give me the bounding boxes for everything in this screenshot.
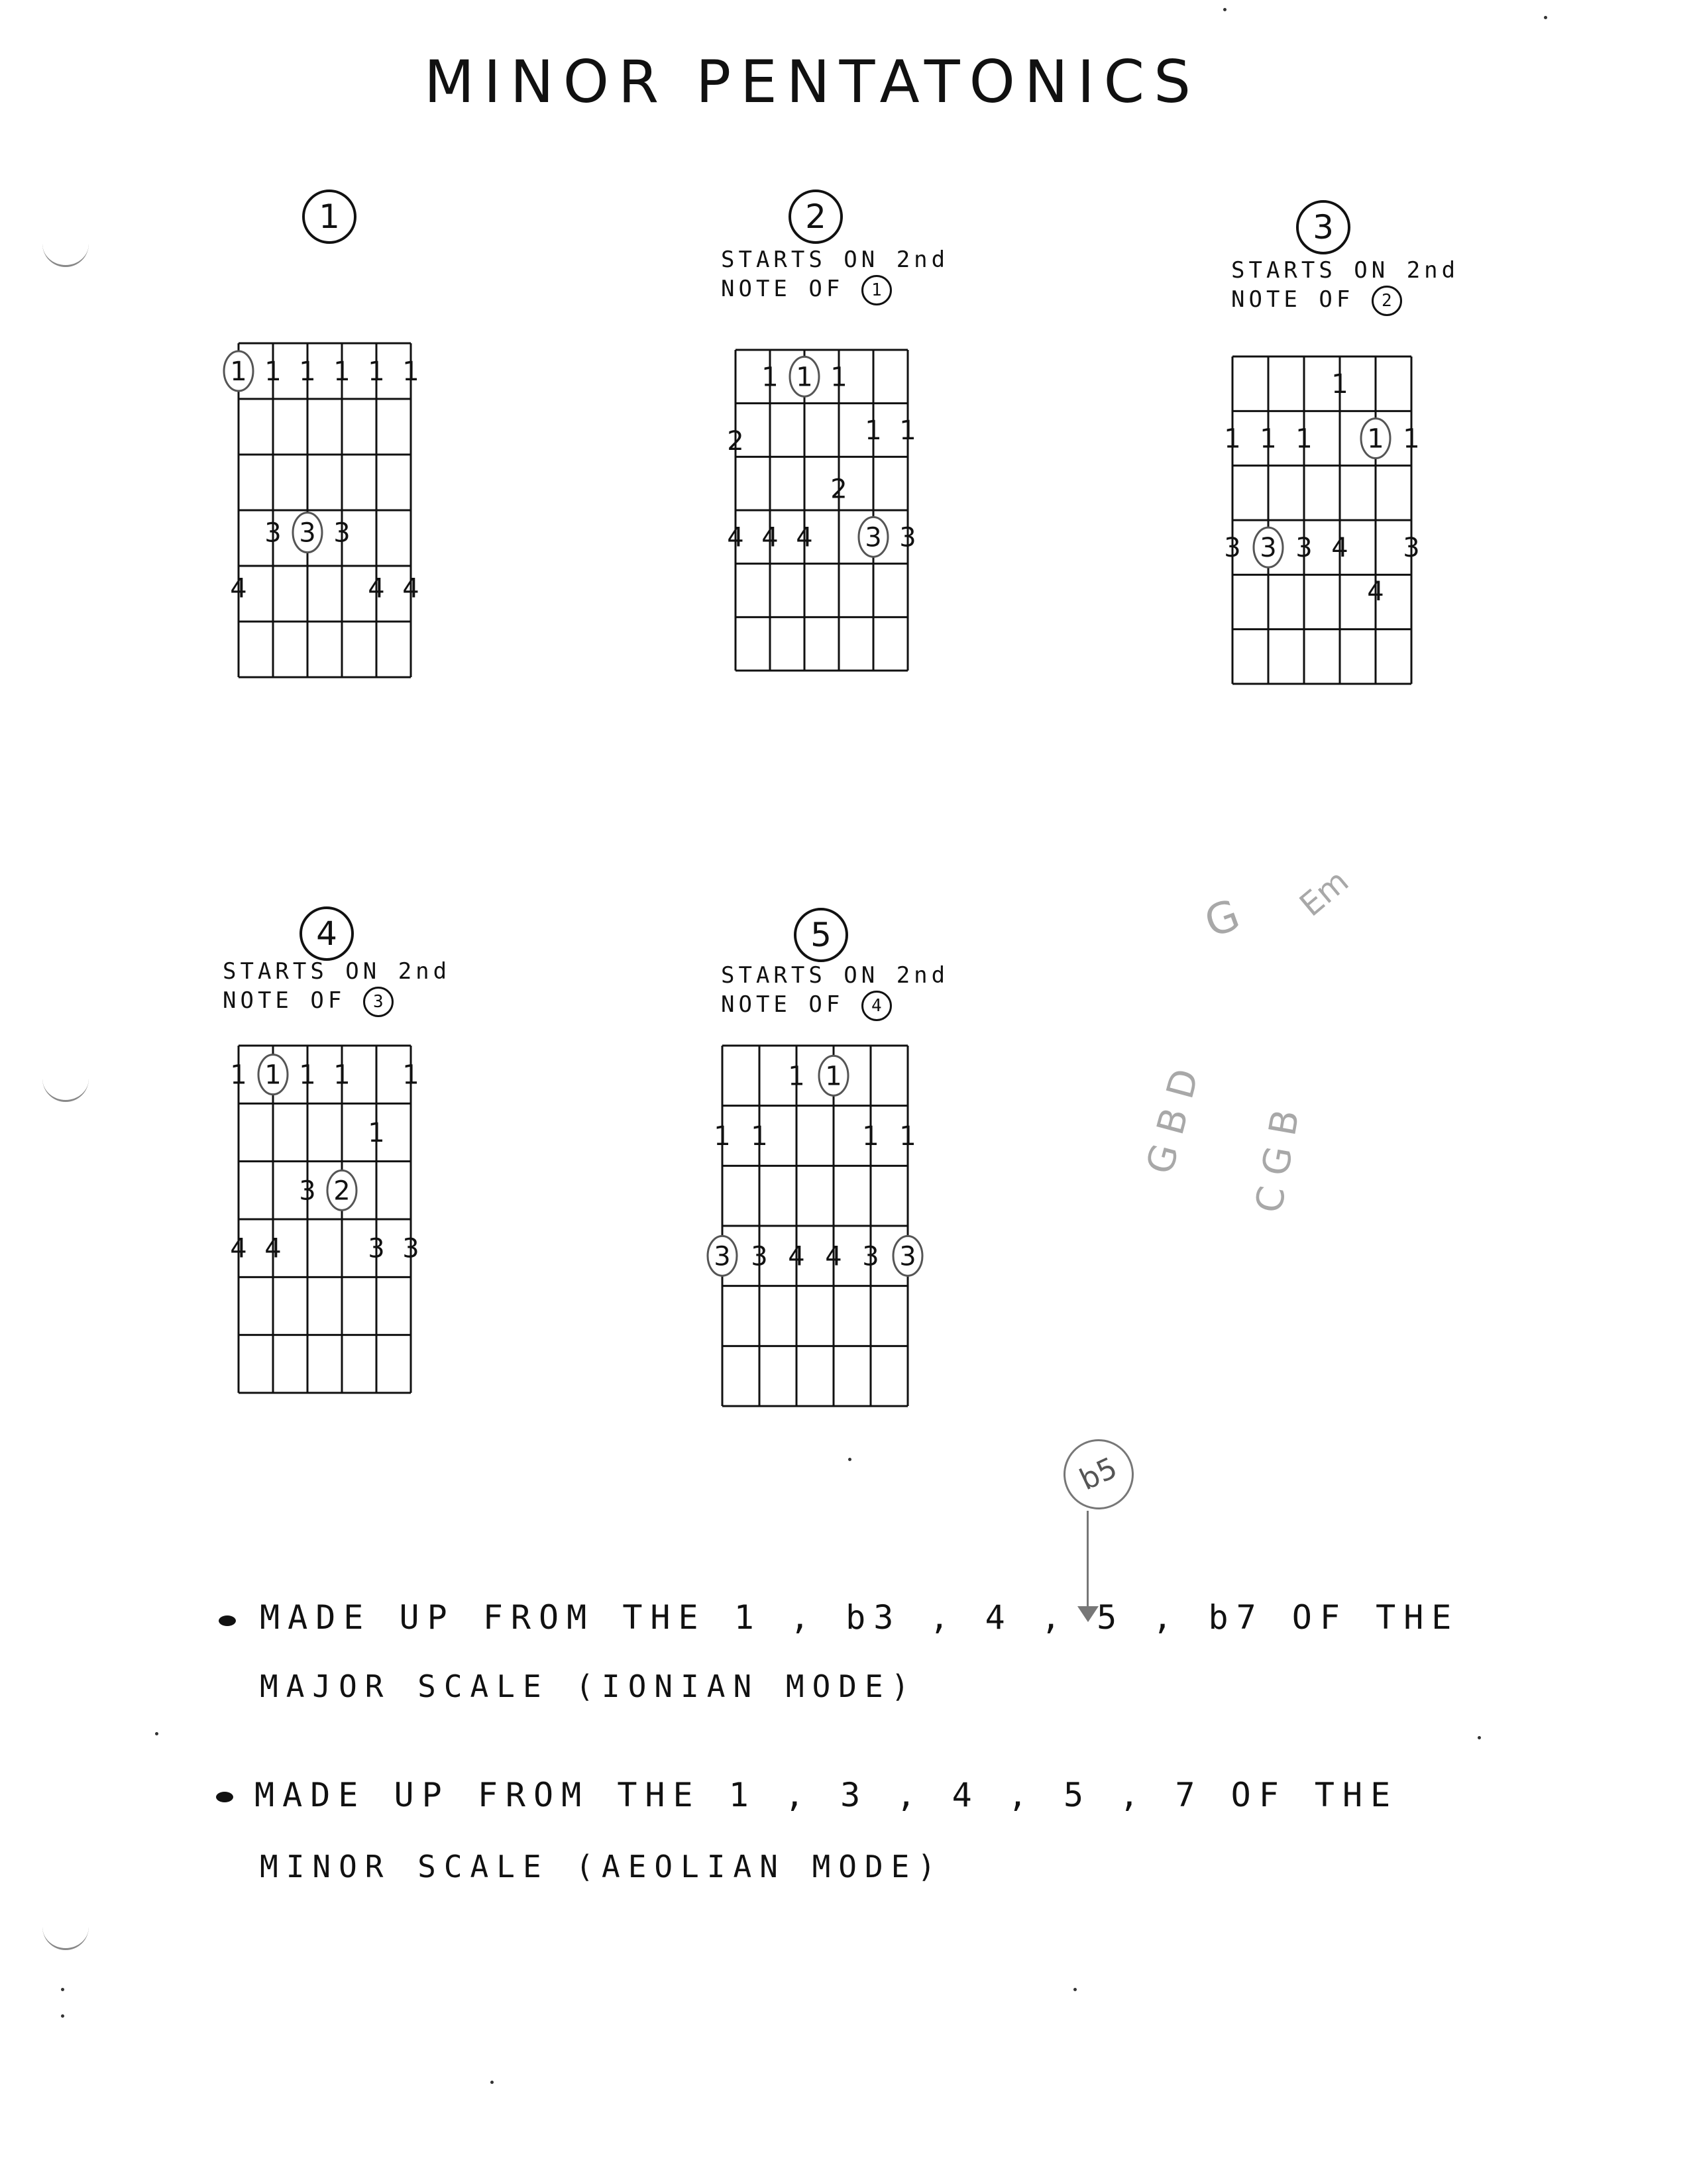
finger-number: 1 <box>230 356 247 387</box>
finger-number: 1 <box>751 1121 768 1152</box>
finger-number: 1 <box>862 1121 879 1152</box>
bullet-2-line-1: MADE UP FROM THE 1 , 3 , 4 , 5 , 7 OF THE <box>254 1776 1399 1814</box>
finger-number: 1 <box>899 1121 916 1152</box>
pattern-number-2: 2 <box>789 190 843 244</box>
caption-ref-number: 1 <box>861 275 892 305</box>
finger-number: 3 <box>899 1241 916 1272</box>
pattern-caption-3 <box>1231 256 1459 316</box>
finger-number: 1 <box>368 1118 385 1148</box>
finger-number: 1 <box>1367 423 1384 455</box>
finger-number: 1 <box>1295 423 1313 455</box>
finger-number: 2 <box>830 474 847 505</box>
finger-number: 1 <box>796 362 813 393</box>
caption-ref-number: 3 <box>363 987 394 1017</box>
finger-number: 3 <box>333 518 351 549</box>
finger-number: 1 <box>299 356 316 387</box>
finger-number: 1 <box>714 1121 731 1152</box>
finger-number: 4 <box>230 1233 247 1264</box>
paper-speck <box>1223 8 1227 11</box>
caption-ref-number: 2 <box>1372 286 1402 316</box>
bullet-dot-2 <box>216 1792 233 1802</box>
bullet-1-line-2: MAJOR SCALE (IONIAN MODE) <box>260 1668 918 1704</box>
finger-number: 4 <box>230 573 247 604</box>
pattern-number-3: 3 <box>1296 200 1350 254</box>
finger-number: 1 <box>333 356 351 387</box>
finger-number: 3 <box>714 1241 731 1272</box>
pattern-number-5: 5 <box>794 908 848 962</box>
finger-number: 1 <box>402 1060 419 1091</box>
paper-speck <box>1544 16 1547 19</box>
finger-number: 1 <box>788 1061 805 1092</box>
fretboard-diagram-5 <box>702 1034 928 1418</box>
finger-number: 1 <box>1224 423 1241 455</box>
finger-number: 3 <box>1295 533 1313 564</box>
pattern-number-4: 4 <box>300 906 354 961</box>
caption-line-1: STARTS ON 2nd <box>721 962 950 989</box>
b5-label: b5 <box>1074 1450 1122 1498</box>
finger-number: 3 <box>299 518 316 549</box>
pattern-caption-2 <box>721 245 949 305</box>
faint-note-em: Em <box>1293 862 1356 924</box>
pattern-number-1: 1 <box>302 190 356 244</box>
fretboard-diagram-2 <box>716 338 928 682</box>
finger-number: 3 <box>751 1241 768 1272</box>
bullet-dot-1 <box>219 1615 236 1626</box>
finger-number: 4 <box>402 573 419 604</box>
caption-line-2: NOTE OF 1 <box>721 274 949 305</box>
finger-number: 4 <box>796 522 813 553</box>
paper-speck <box>1478 1736 1481 1739</box>
finger-number: 2 <box>727 426 744 457</box>
finger-number: 1 <box>830 362 847 393</box>
faint-note-gbd: G B D <box>1138 1064 1208 1179</box>
finger-number: 4 <box>264 1233 282 1264</box>
paper-speck <box>848 1458 851 1461</box>
finger-number: 1 <box>333 1060 351 1091</box>
caption-line-1: STARTS ON 2nd <box>1231 257 1460 284</box>
finger-number: 3 <box>1224 533 1241 564</box>
finger-number: 3 <box>368 1233 385 1264</box>
finger-number: 4 <box>788 1241 805 1272</box>
bullet-2-line-2: MINOR SCALE (AEOLIAN MODE) <box>260 1849 944 1884</box>
finger-number: 4 <box>825 1241 842 1272</box>
fretboard-diagram-3 <box>1213 345 1431 696</box>
finger-number: 1 <box>264 1060 282 1091</box>
page-title: MINOR PENTATONICS <box>424 48 1200 116</box>
finger-number: 1 <box>299 1060 316 1091</box>
binder-hole-mark <box>42 1922 89 1950</box>
caption-line-1: STARTS ON 2nd <box>721 246 950 273</box>
finger-number: 1 <box>865 415 882 446</box>
finger-number: 3 <box>865 522 882 553</box>
paper-speck <box>61 1988 64 1991</box>
pattern-caption-4 <box>223 957 451 1017</box>
finger-number: 1 <box>264 356 282 387</box>
b5-annotation <box>1052 1428 1146 1521</box>
finger-number: 1 <box>230 1060 247 1091</box>
paper-speck <box>1073 1988 1077 1991</box>
fretboard-diagram-1 <box>219 331 431 689</box>
finger-number: 4 <box>368 573 385 604</box>
finger-number: 1 <box>1403 423 1420 455</box>
paper-speck <box>155 1732 158 1735</box>
finger-number: 4 <box>1367 576 1384 608</box>
caption-line-2: NOTE OF 4 <box>721 990 949 1021</box>
finger-number: 2 <box>333 1175 351 1207</box>
finger-number: 1 <box>1260 423 1277 455</box>
binder-hole-mark <box>42 1073 89 1102</box>
finger-number: 3 <box>899 522 916 553</box>
finger-number: 3 <box>299 1175 316 1207</box>
fretboard-diagram-4 <box>219 1034 431 1405</box>
finger-number: 1 <box>825 1061 842 1092</box>
pattern-caption-5 <box>721 961 949 1021</box>
caption-line-2: NOTE OF 3 <box>223 986 451 1017</box>
finger-number: 3 <box>862 1241 879 1272</box>
caption-line-2: NOTE OF 2 <box>1231 285 1459 316</box>
faint-note-cgb: C G B <box>1247 1106 1308 1217</box>
finger-number: 3 <box>264 518 282 549</box>
finger-number: 4 <box>727 522 744 553</box>
paper-speck <box>61 2014 64 2018</box>
binder-hole-mark <box>42 239 89 267</box>
finger-number: 1 <box>368 356 385 387</box>
finger-number: 1 <box>899 415 916 446</box>
paper-speck <box>490 2081 494 2084</box>
finger-number: 3 <box>1403 533 1420 564</box>
finger-number: 3 <box>402 1233 419 1264</box>
finger-number: 1 <box>1331 369 1348 400</box>
bullet-1-line-1: MADE UP FROM THE 1 , b3 , 4 , 5 , b7 OF THE <box>260 1598 1460 1637</box>
finger-number: 3 <box>1260 533 1277 564</box>
finger-number: 4 <box>1331 533 1348 564</box>
caption-ref-number: 4 <box>861 991 892 1021</box>
caption-line-1: STARTS ON 2nd <box>223 958 451 985</box>
finger-number: 4 <box>761 522 779 553</box>
finger-number: 1 <box>402 356 419 387</box>
faint-note-g: G <box>1198 890 1246 948</box>
finger-number: 1 <box>761 362 779 393</box>
